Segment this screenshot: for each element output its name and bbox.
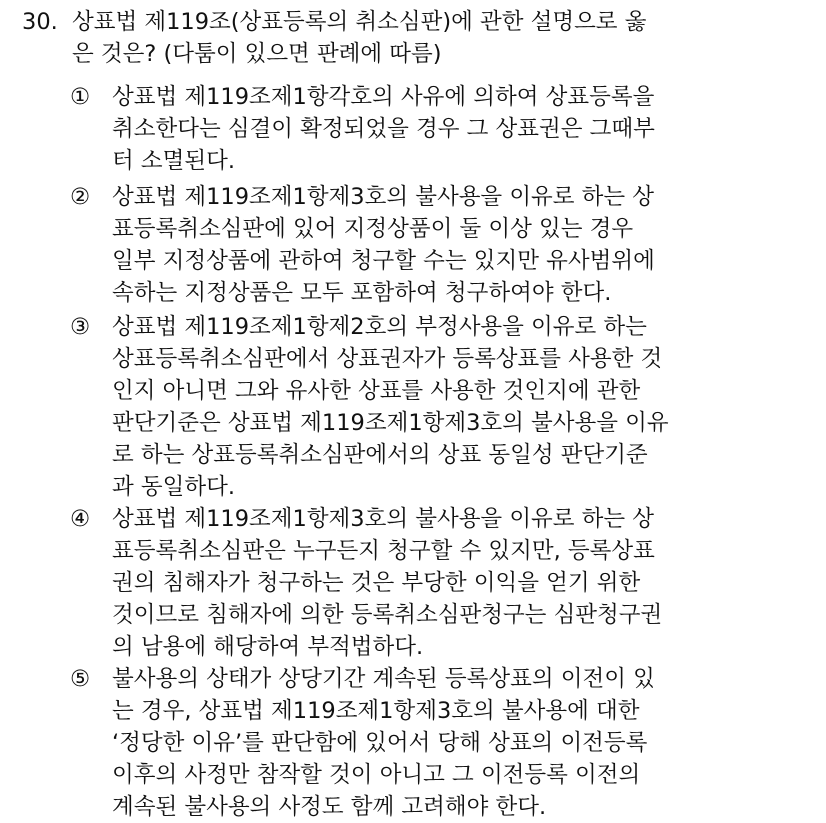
- option-4-line: 것이므로 침해자에 의한 등록취소심판청구는 심판청구권: [112, 602, 663, 628]
- question-line-1: [22, 6, 812, 38]
- option-4-line: 권의 침해자가 청구하는 것은 부당한 이익을 얻기 위한: [112, 570, 641, 596]
- option-3[interactable]: [70, 311, 810, 503]
- option-1-line: 상표법 제119조제1항각호의 사유에 의하여 상표등록을: [112, 84, 655, 110]
- option-4-line: 표등록취소심판은 누구든지 청구할 수 있지만, 등록상표: [112, 538, 655, 564]
- question-30: [22, 6, 812, 70]
- option-2-line: 표등록취소심판에 있어 지정상품이 둘 이상 있는 경우: [112, 216, 634, 242]
- option-marker-1: ①: [70, 84, 91, 110]
- option-5-line: ‘정당한 이유’를 판단함에 있어서 당해 상표의 이전등록: [112, 730, 648, 756]
- option-3-line: 인지 아니면 그와 유사한 상표를 사용한 것인지에 관한: [112, 378, 641, 404]
- option-marker-3: ③: [70, 314, 91, 340]
- option-5-line: 불사용의 상태가 상당기간 계속된 등록상표의 이전이 있: [112, 666, 655, 692]
- option-1-line: 터 소멸된다.: [112, 148, 235, 174]
- option-marker-4: ④: [70, 506, 91, 532]
- option-3-line: 로 하는 상표등록취소심판에서의 상표 동일성 판단기준: [112, 442, 648, 468]
- option-4-line: 상표법 제119조제1항제3호의 불사용을 이유로 하는 상: [112, 506, 655, 532]
- option-2-line: 일부 지정상품에 관하여 청구할 수는 있지만 유사범위에: [112, 248, 655, 274]
- option-4-line: 의 남용에 해당하여 부적법하다.: [112, 634, 424, 660]
- option-3-line: 상표등록취소심판에서 상표권자가 등록상표를 사용한 것: [112, 346, 663, 372]
- question-text-1: 상표법 제119조(상표등록의 취소심판)에 관한 설명으로 옳: [72, 9, 647, 35]
- option-5-line: 는 경우, 상표법 제119조제1항제3호의 불사용에 대한: [112, 698, 640, 724]
- option-marker-2: ②: [70, 184, 91, 210]
- option-4[interactable]: [70, 503, 810, 663]
- question-text-2: 은 것은? (다툼이 있으면 판례에 따름): [72, 41, 442, 67]
- option-marker-5: ⑤: [70, 666, 91, 692]
- option-3-line: 판단기준은 상표법 제119조제1항제3호의 불사용을 이유: [112, 410, 669, 436]
- option-2[interactable]: [70, 181, 810, 309]
- option-5-line: 계속된 불사용의 사정도 함께 고려해야 한다.: [112, 794, 547, 820]
- option-2-line: 속하는 지정상품은 모두 포함하여 청구하여야 한다.: [112, 280, 612, 306]
- question-line-2: [22, 38, 812, 70]
- option-1-line: 취소한다는 심결이 확정되었을 경우 그 상표권은 그때부: [112, 116, 655, 142]
- option-3-line: 상표법 제119조제1항제2호의 부정사용을 이유로 하는: [112, 314, 647, 340]
- option-3-line: 과 동일하다.: [112, 474, 235, 500]
- option-5-line: 이후의 사정만 참작할 것이 아니고 그 이전등록 이전의: [112, 762, 641, 788]
- option-1[interactable]: [70, 81, 810, 177]
- question-number: 30.: [22, 9, 58, 35]
- option-2-line: 상표법 제119조제1항제3호의 불사용을 이유로 하는 상: [112, 184, 655, 210]
- option-5[interactable]: [70, 663, 810, 823]
